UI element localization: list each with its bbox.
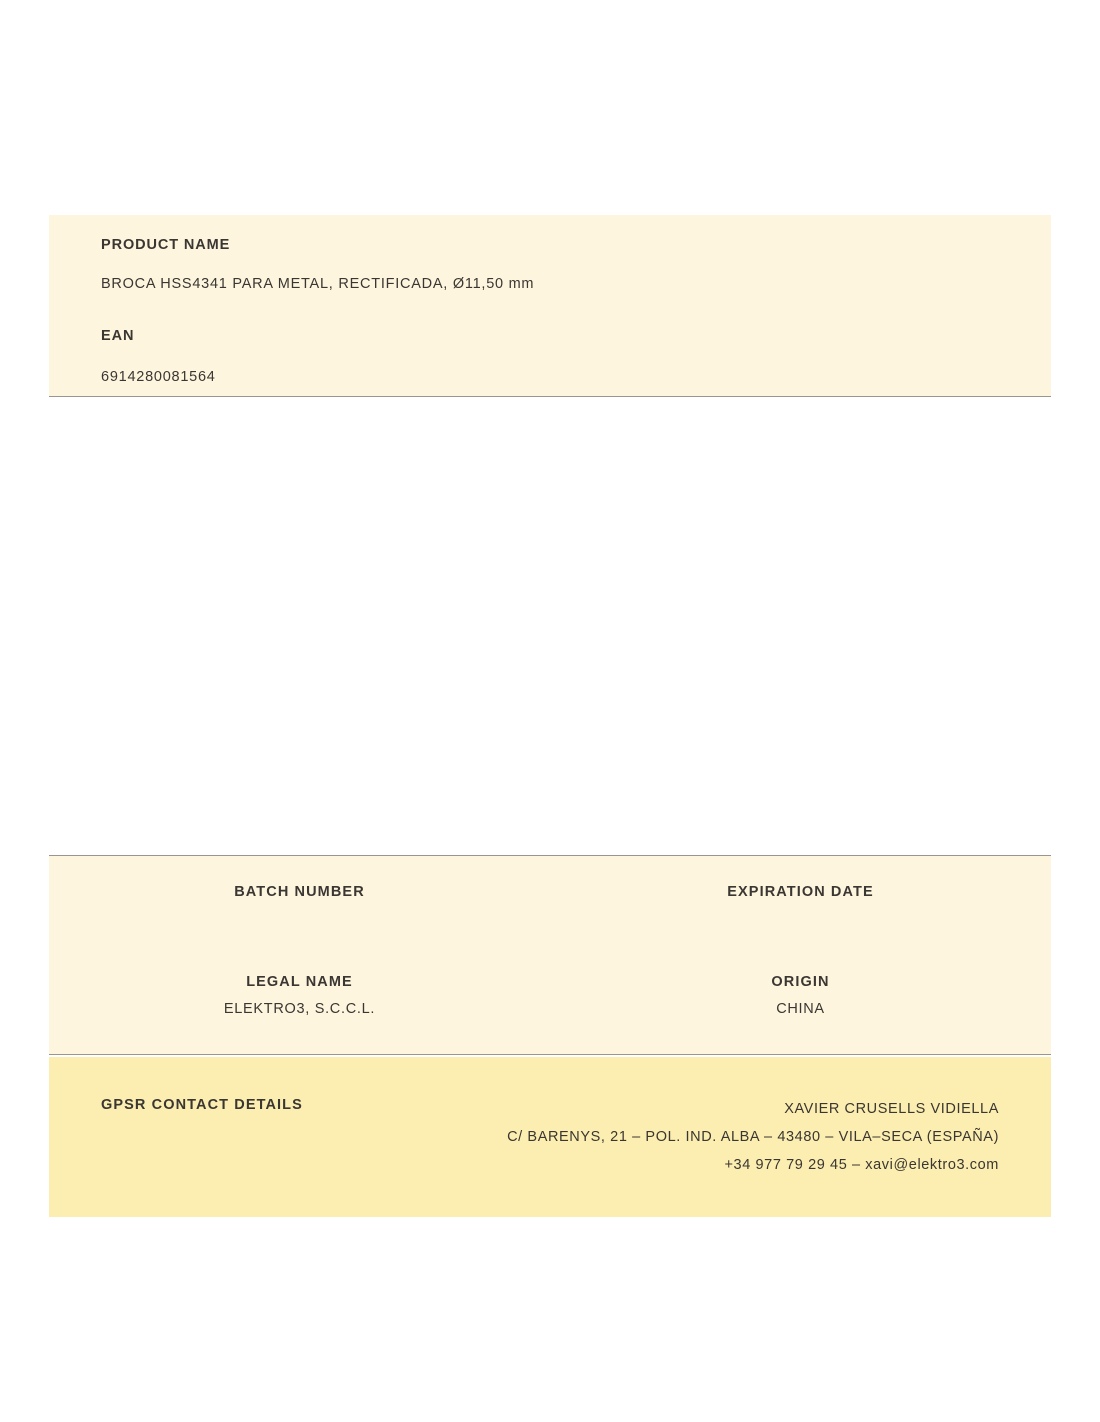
- product-name-label: PRODUCT NAME: [101, 237, 231, 253]
- origin-value: CHINA: [776, 1001, 825, 1017]
- batch-number-value: [49, 911, 550, 928]
- expiration-date-cell: [550, 884, 1051, 928]
- batch-number-cell: [49, 884, 550, 928]
- gpsr-contact-address: C/ BARENYS, 21 – POL. IND. ALBA – 43480 – VILA–SECA (ESPAÑA): [507, 1129, 999, 1145]
- batch-number-label: BATCH NUMBER: [234, 884, 365, 900]
- product-name-value: BROCA HSS4341 PARA METAL, RECTIFICADA, Ø11,50 mm: [101, 276, 535, 292]
- expiration-date-label: EXPIRATION DATE: [727, 884, 874, 900]
- gpsr-contact-panel: [49, 1057, 1051, 1217]
- gpsr-contact-label: GPSR CONTACT DETAILS: [101, 1097, 303, 1113]
- legal-name-label: LEGAL NAME: [246, 974, 353, 990]
- batch-legal-panel: [49, 855, 1051, 1055]
- ean-value: 6914280081564: [101, 369, 216, 385]
- batch-row: [49, 884, 1051, 928]
- origin-label: ORIGIN: [771, 974, 830, 990]
- gpsr-contact-phone-email: +34 977 79 29 45 – xavi@elektro3.com: [724, 1157, 999, 1173]
- gpsr-contact-person: XAVIER CRUSELLS VIDIELLA: [784, 1101, 999, 1117]
- legal-row: [49, 974, 1051, 1018]
- ean-label: EAN: [101, 328, 135, 344]
- expiration-date-value: [550, 911, 1051, 928]
- origin-cell: [550, 974, 1051, 1018]
- legal-name-cell: [49, 974, 550, 1018]
- gpsr-contact-lines: [507, 1095, 999, 1179]
- legal-name-value: ELEKTRO3, S.C.C.L.: [223, 1001, 376, 1017]
